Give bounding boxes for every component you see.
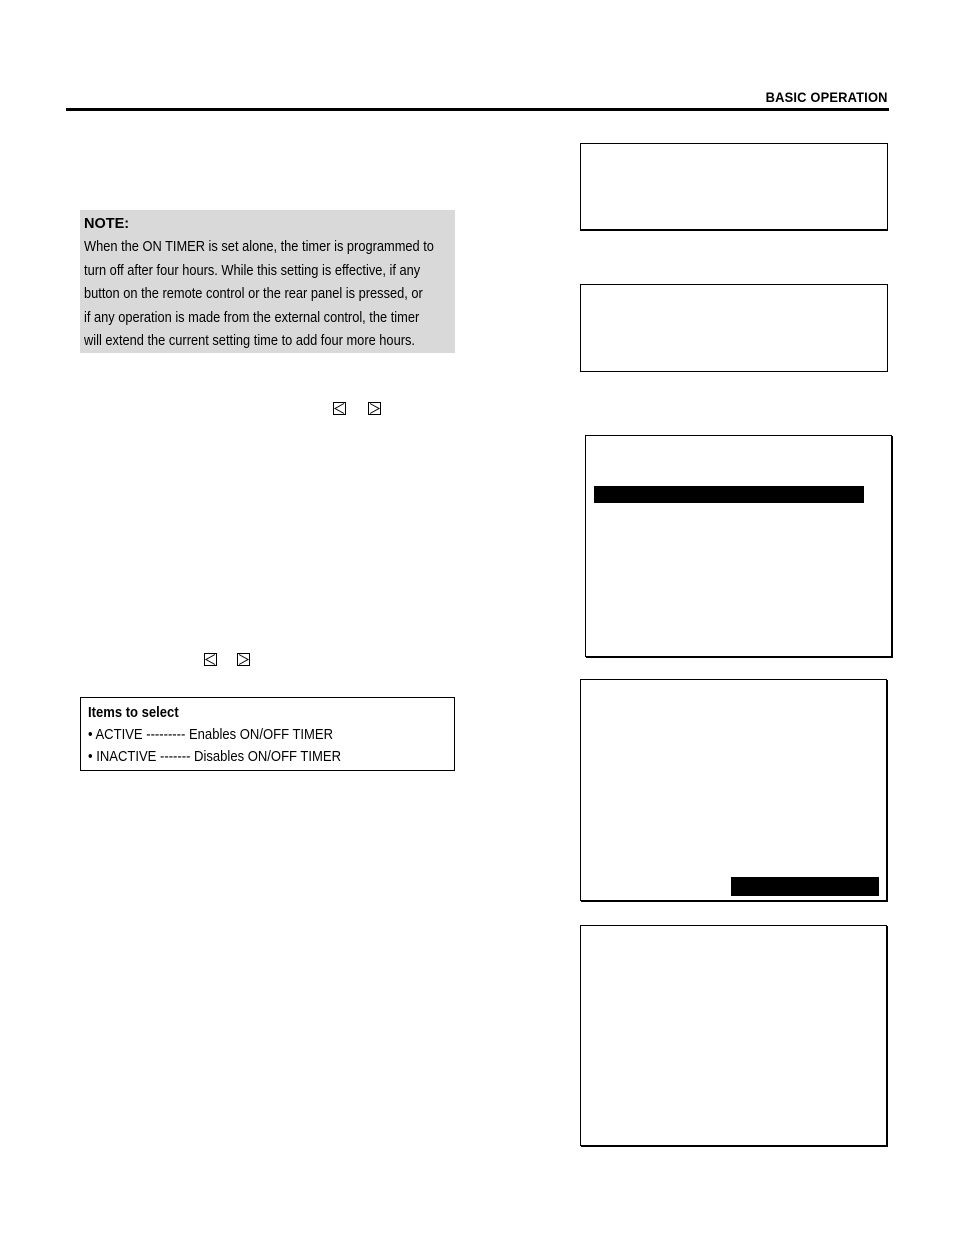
note-line: turn off after four hours. While this setting is effective, if any xyxy=(84,262,421,279)
screen-illustration-4 xyxy=(580,679,887,901)
header-rule xyxy=(66,108,889,111)
screen-illustration-2 xyxy=(580,284,888,372)
note-line: When the ON TIMER is set alone, the timer is programmed to xyxy=(84,239,434,256)
note-box xyxy=(80,210,455,353)
note-title: NOTE: xyxy=(84,216,130,232)
menu-highlight-bar xyxy=(731,877,879,896)
right-arrow-icon xyxy=(237,653,250,666)
screen-illustration-3 xyxy=(585,435,892,657)
note-line: if any operation is made from the external control, the timer xyxy=(84,309,420,326)
items-title: Items to select xyxy=(88,705,179,721)
right-arrow-icon xyxy=(368,402,381,415)
screen-illustration-1 xyxy=(580,143,888,231)
menu-highlight-bar xyxy=(594,486,864,503)
screen-illustration-5 xyxy=(580,925,887,1146)
items-to-select-box xyxy=(80,697,455,771)
left-arrow-icon xyxy=(333,402,346,415)
note-line: button on the remote control or the rear panel is pressed, or xyxy=(84,286,423,303)
item-active: • ACTIVE --------- Enables ON/OFF TIMER xyxy=(88,727,334,743)
item-inactive: • INACTIVE ------- Disables ON/OFF TIMER xyxy=(88,749,342,765)
left-arrow-icon xyxy=(204,653,217,666)
section-title: BASIC OPERATION xyxy=(765,89,888,105)
note-line: will extend the current setting time to add four more hours. xyxy=(84,333,415,350)
